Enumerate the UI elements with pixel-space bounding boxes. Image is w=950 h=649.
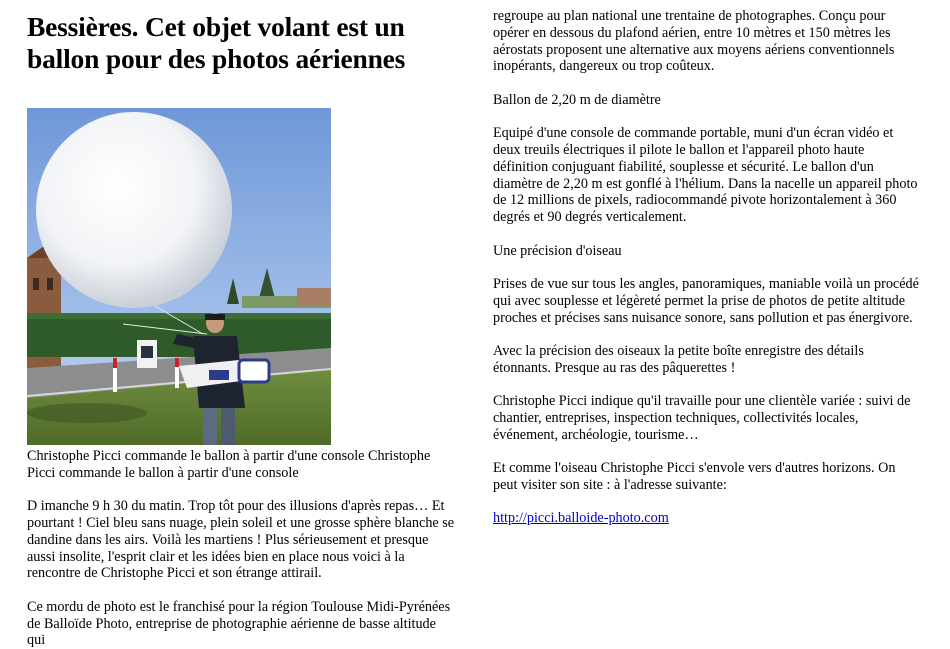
paragraph: Equipé d'une console de commande portable, muni d'un écran vidéo et deux treuils électriques il pilote le ballon et l'appareil photo haute définition conjuguant fiabilité, souplesse et sécurité. Le ballon d'un diamètre de 2,20 m est gonflé à l'hélium. Dans la nacelle un appareil photo de 12 millions de pixels, radiocommandé pivote horizontalement à 360 degrés et 90 degrés verticalement.	[493, 125, 918, 226]
paragraph: Christophe Picci indique qu'il travaille pour une clientèle variée : suivi de chantier, entreprises, inspection techniques, collectivités locales, événement, archéologie, tourisme…	[493, 393, 911, 443]
paragraph: D imanche 9 h 30 du matin. Trop tôt pour des illusions d'après repas… Et pourtant ! Ciel bleu sans nuage, plein soleil et une grosse sphère blanche se dandine dans les airs. Voilà les martiens ! Plus sérieusement et presque aussi insolite, l'esprit clair et les idées bien en place nous voici à la rencontre de Christophe Picci et son étrange attirail.	[27, 498, 455, 582]
photo-caption: Christophe Picci commande le ballon à partir d'une console Christophe Picci commande le ballon à partir d'une console	[27, 448, 431, 481]
paragraph: Avec la précision des oiseaux la petite boîte enregistre des détails étonnants. Presque au ras des pâquerettes !	[493, 342, 864, 376]
right-column	[493, 0, 923, 527]
article-photo	[27, 108, 331, 445]
paragraph: regroupe au plan national une trentaine de photographes. Conçu pour opérer en dessous du plafond aérien, entre 10 mètres et 150 mètres les aérostats proposent une alternative aux moyens aériens conventionnels inopérants, dangereux ou trop coûteux.	[493, 8, 895, 75]
paragraph: Ce mordu de photo est le franchisé pour la région Toulouse Midi-Pyrénées de Balloïde Photo, entreprise de photographie aérienne de basse altitude qui	[27, 598, 451, 649]
link-paragraph	[493, 510, 923, 527]
paragraph: Et comme l'oiseau Christophe Picci s'envole vers d'autres horizons. On peut visiter son site : à l'adresse suivante:	[493, 460, 896, 493]
article-title: Bessières. Cet objet volant est un ballon pour des photos aériennes	[27, 11, 406, 74]
paragraph: Prises de vue sur tous les angles, panoramiques, maniable voilà un procédé qui avec souplesse et légèreté permet la prise de photos de petite altitude proches et précises sans nuisance sonore, sans pollution et pas énergivore.	[493, 275, 919, 326]
subheading: Ballon de 2,20 m de diamètre	[493, 91, 661, 108]
website-link[interactable]: http://picci.balloide-photo.com	[493, 510, 669, 527]
left-column	[27, 0, 455, 649]
subheading: Une précision d'oiseau	[493, 242, 622, 259]
